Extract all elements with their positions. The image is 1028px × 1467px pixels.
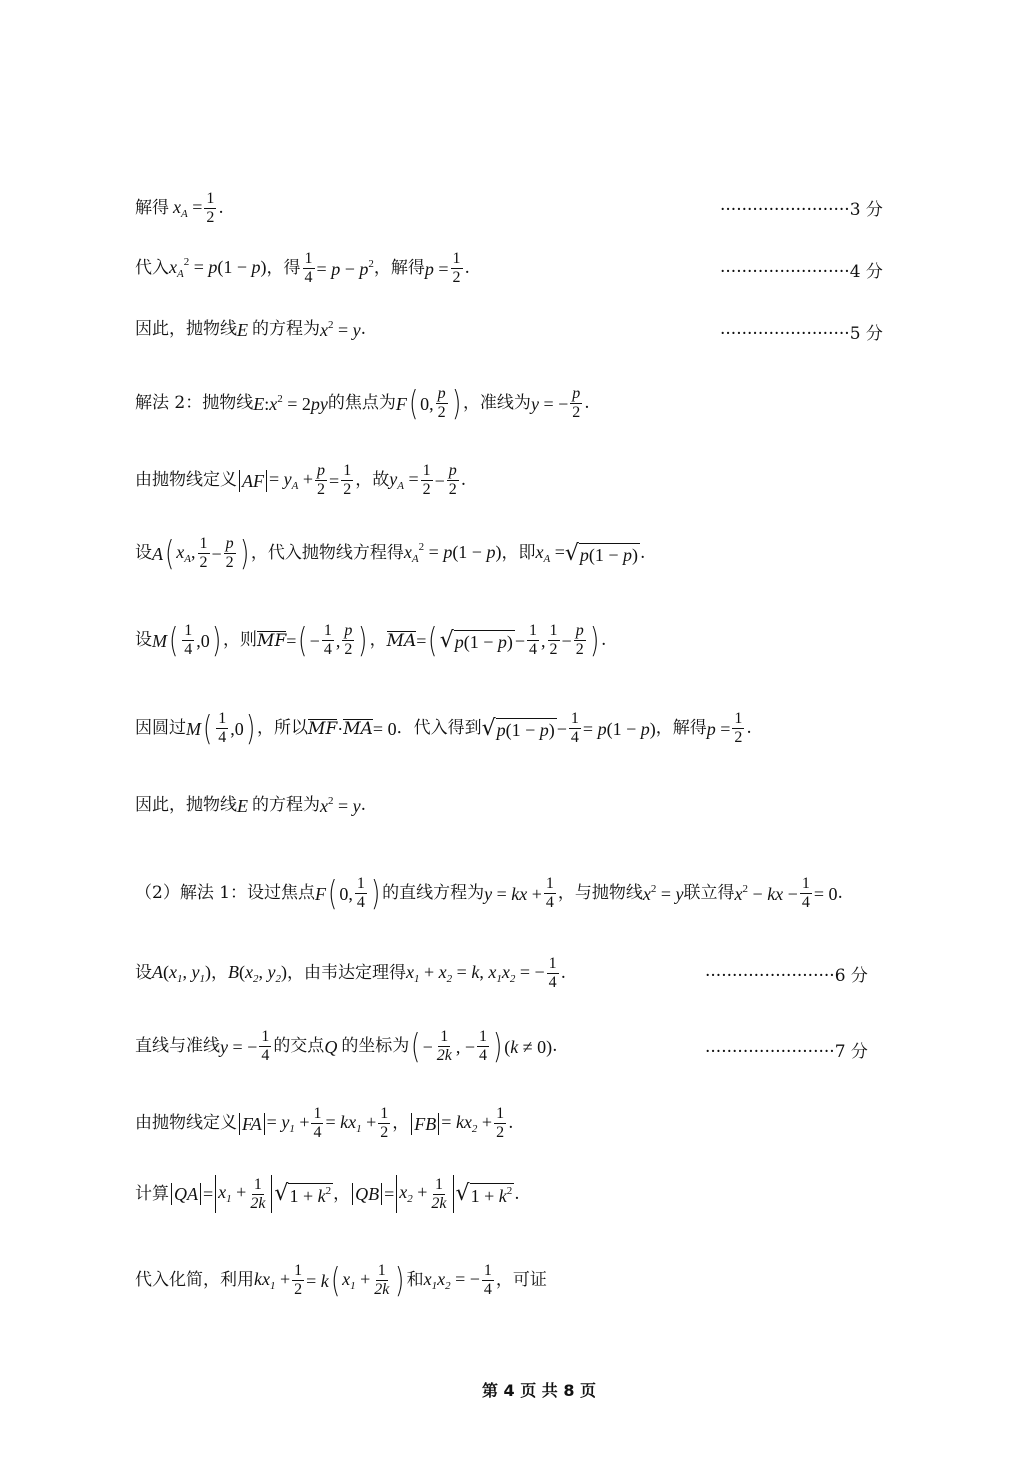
text: 代入 bbox=[135, 258, 169, 278]
formula: y = − bbox=[530, 393, 569, 414]
text: 的交点 bbox=[273, 1036, 325, 1056]
formula: = $p - p^2$ bbox=[316, 258, 374, 279]
fraction: $\frac{p}{2}$ bbox=[317, 462, 326, 498]
sqrt: √ p(1 − p) bbox=[564, 540, 639, 566]
fraction: $\frac{1}{2k}$ bbox=[431, 1175, 447, 1212]
period: . bbox=[600, 630, 607, 650]
text: ，准线为 bbox=[462, 393, 531, 413]
fraction: $\frac{1}{2}$ bbox=[452, 250, 461, 286]
formula: $x^2 = y$ bbox=[642, 883, 684, 904]
text: ，即 bbox=[501, 543, 536, 563]
fraction: $\frac{1}{2}$ bbox=[199, 535, 208, 571]
text: ，可证 bbox=[495, 1270, 547, 1290]
score-6: ························6 分 bbox=[705, 966, 868, 986]
fraction: $\frac{1}{2k}$ bbox=[250, 1175, 266, 1212]
fraction: $\frac{p}{2}$ bbox=[437, 385, 446, 421]
solution-line-12: 直线与准线 y = − $\frac{1}{4}$ 的交点 Q 的坐标为 ( − $\frac{1}{2k}$ , − $\frac{1}{4}$ ) (k ≠ 0) . bbox=[135, 1026, 558, 1067]
solution-line-1 bbox=[135, 190, 224, 227]
fraction: $\frac{1}{2}$ bbox=[734, 710, 743, 746]
fraction: $\frac{1}{4}$ bbox=[323, 622, 332, 658]
text: 的焦点为 bbox=[327, 393, 396, 413]
text: 因圆过 bbox=[135, 718, 186, 738]
formula: = k bbox=[306, 1270, 329, 1291]
text: 的方程为 bbox=[252, 319, 320, 339]
fraction: $\frac{1}{4}$ bbox=[184, 622, 193, 658]
fraction: $\frac{p}{2}$ bbox=[572, 385, 581, 421]
page-footer: 第 4 页 共 8 页 bbox=[481, 1381, 597, 1400]
solution-line-7: 设 M ( $\frac{1}{4}$ ,0 ) ，则 MF = ( − $\frac{1}{4}$ , $\frac{p}{2}$ ) ， MA = ( √ p(1 − p) − $\frac{1}{4}$ , $\frac{1}{2}$ − $\frac{p}{2}$ ) . bbox=[135, 620, 607, 661]
formula: $y_A$ = bbox=[389, 468, 419, 492]
period: . bbox=[218, 198, 224, 218]
text: ，由韦达定理得 bbox=[287, 963, 406, 983]
period: . bbox=[460, 470, 467, 490]
text: 解法 2：抛物线 bbox=[135, 393, 254, 413]
solution-line-4: 解法 2：抛物线 $E:x^2 = 2py$ 的焦点为 F ( 0, $\frac{p}{2}$ ) ，准线为 y = − $\frac{p}{2}$ . bbox=[135, 383, 590, 424]
fraction: $\frac{1}{4}$ bbox=[483, 1262, 492, 1298]
period: . bbox=[837, 883, 843, 903]
formula: $x_1$ + bbox=[342, 1268, 371, 1292]
fraction: $\frac{1}{4}$ bbox=[801, 875, 810, 911]
formula: $x_1$ + bbox=[218, 1182, 247, 1205]
fraction: $\frac{1}{4}$ bbox=[218, 710, 227, 746]
formula: (k ≠ 0) bbox=[504, 1036, 553, 1057]
score-4: ························4 分 bbox=[720, 262, 883, 282]
formula: FB bbox=[414, 1113, 437, 1134]
fraction: $\frac{1}{4}$ bbox=[304, 250, 313, 286]
text: ，代入抛物线方程得 bbox=[250, 543, 404, 563]
formula: F bbox=[315, 883, 327, 904]
period: . bbox=[508, 1113, 514, 1133]
period: . bbox=[360, 319, 367, 339]
formula: p = bbox=[424, 258, 449, 279]
formula: $x^2 = y$ bbox=[320, 319, 361, 340]
text: 的坐标为 bbox=[341, 1036, 410, 1056]
formula: F bbox=[395, 393, 407, 414]
formula: $x^2$ − kx − bbox=[734, 883, 798, 904]
fraction: $\frac{1}{2}$ bbox=[422, 462, 431, 498]
fraction: $\frac{1}{4}$ bbox=[545, 875, 554, 911]
vector-MA: MA bbox=[343, 719, 373, 739]
formula: QA bbox=[174, 1184, 198, 1204]
text: ，得 bbox=[266, 258, 301, 278]
period: . bbox=[552, 1036, 558, 1056]
text: 因此，抛物线 bbox=[135, 319, 237, 339]
fraction: $\frac{p}{2}$ bbox=[344, 622, 353, 658]
text: ，解得 bbox=[373, 258, 425, 278]
fraction: $\frac{1}{2k}$ bbox=[374, 1262, 390, 1298]
text: ，解得 bbox=[655, 718, 707, 738]
period: . bbox=[746, 718, 752, 738]
text: 的方程为 bbox=[252, 795, 320, 815]
text: 和 bbox=[406, 1270, 424, 1290]
solution-line-10: （2）解法 1：设过焦点 F ( 0, $\frac{1}{4}$ ) 的直线方程为 y = kx + $\frac{1}{4}$ ，与抛物线 $x^2 = y$ 联立得 $x^2$ − kx − $\frac{1}{4}$ = 0 . bbox=[135, 873, 843, 914]
solution-line-13 bbox=[135, 1105, 513, 1142]
formula: = p(1 − p) bbox=[582, 718, 656, 739]
formula: y = kx + bbox=[484, 883, 542, 904]
solution-line-15: 代入化简，利用 $kx_1$ + $\frac{1}{2}$ = k ( $x_1$ + $\frac{1}{2k}$ ) 和 $x_1x_2$ = − $\frac{1}{4}$ ，可证 bbox=[135, 1260, 547, 1301]
formula: = $kx_2$ + bbox=[441, 1111, 493, 1135]
solution-line-2 bbox=[135, 250, 470, 287]
solution-line-9 bbox=[135, 796, 366, 815]
fraction: $\frac{1}{2}$ bbox=[294, 1262, 303, 1298]
formula: Q bbox=[324, 1036, 338, 1057]
text: ，与抛物线 bbox=[557, 883, 643, 903]
vector-MA: MA bbox=[386, 631, 417, 651]
fraction: $\frac{1}{2}$ bbox=[549, 622, 558, 658]
period: . bbox=[640, 543, 646, 563]
fraction: $\frac{p}{2}$ bbox=[448, 462, 457, 498]
fraction: $\frac{1}{4}$ bbox=[548, 955, 557, 991]
text: 计算 bbox=[135, 1183, 169, 1204]
fraction: $\frac{1}{2k}$ bbox=[436, 1028, 452, 1064]
sqrt: √ $1 + k^2$ bbox=[455, 1181, 513, 1206]
fraction: $\frac{1}{2}$ bbox=[380, 1105, 389, 1141]
text: 直线与准线 bbox=[135, 1036, 220, 1056]
solution-line-14: 计算 QA = $x_1$ + $\frac{1}{2k}$ √ $1 + k^2$ ， QB = $x_2$ + $\frac{1}{2k}$ √ $1 + k^2$ . bbox=[135, 1175, 520, 1212]
formula: $x_A^2 = p(1 - p)$ bbox=[169, 256, 267, 280]
fraction: $\frac{p}{2}$ bbox=[225, 535, 234, 571]
text: 解得 bbox=[135, 198, 169, 218]
fraction: $\frac{1}{4}$ bbox=[313, 1105, 322, 1141]
formula: $kx_1$ + bbox=[254, 1268, 291, 1292]
formula: = $y_A$ + bbox=[269, 468, 314, 492]
text: ， bbox=[211, 963, 228, 983]
vector-MF: MF bbox=[308, 719, 338, 739]
text: 设 bbox=[135, 543, 152, 563]
text: 设 bbox=[135, 963, 152, 983]
formula: $E:x^2 = 2py$ bbox=[253, 393, 328, 414]
text: 的直线方程为 bbox=[382, 883, 485, 903]
text: ，故 bbox=[355, 470, 390, 490]
fraction: $\frac{1}{4}$ bbox=[529, 622, 538, 658]
text: ， bbox=[392, 1113, 410, 1133]
text: 联立得 bbox=[683, 883, 735, 903]
period: . bbox=[584, 393, 590, 413]
formula: $x^2 = y$ bbox=[320, 795, 361, 816]
text: 由抛物线定义 bbox=[135, 1113, 237, 1133]
text: ．代入得到 bbox=[396, 718, 482, 738]
formula: $x_A$ = bbox=[173, 196, 203, 220]
formula: y = − bbox=[220, 1036, 258, 1057]
formula: $A(x_1$, $y_1$) bbox=[152, 961, 211, 985]
score-5: ························5 分 bbox=[720, 324, 883, 344]
solution-line-3 bbox=[135, 320, 366, 339]
formula: p = bbox=[706, 718, 731, 739]
formula: = $y_1$ + bbox=[266, 1111, 310, 1135]
formula: $x_A^2 = p(1 - p)$ bbox=[403, 541, 502, 565]
score-7: ························7 分 bbox=[705, 1042, 868, 1062]
fraction: $\frac{1}{2}$ bbox=[343, 462, 352, 498]
text: 设 bbox=[135, 630, 152, 650]
sqrt: √ p(1 − p) bbox=[481, 715, 555, 741]
text: ， bbox=[333, 1183, 351, 1204]
text: 由抛物线定义 bbox=[135, 470, 237, 490]
text: （2）解法 1：设过焦点 bbox=[135, 883, 316, 903]
text: ， bbox=[369, 630, 387, 650]
formula: AF bbox=[242, 470, 264, 491]
fraction: $\frac{1}{2}$ bbox=[206, 190, 215, 226]
score-3: ························3 分 bbox=[720, 200, 883, 220]
formula: $x_1x_2$ = − bbox=[423, 1268, 480, 1292]
period: . bbox=[560, 963, 567, 983]
formula: E bbox=[237, 795, 248, 816]
sqrt: √ $1 + k^2$ bbox=[274, 1181, 332, 1206]
text: ，则 bbox=[223, 630, 258, 650]
sqrt: √ p(1 − p) bbox=[439, 627, 513, 653]
vector-MF: MF bbox=[257, 631, 287, 651]
period: . bbox=[514, 1183, 520, 1204]
formula: $x_A$ = bbox=[535, 541, 565, 565]
fraction: $\frac{1}{4}$ bbox=[356, 875, 365, 911]
solution-line-8: 因圆过 M ( $\frac{1}{4}$ ,0 ) ，所以 MF · MA = 0 ．代入得到 √ p(1 − p) − $\frac{1}{4}$ = p(1 − p) ，解得 p = $\frac{1}{2}$ . bbox=[135, 708, 752, 749]
text: 因此，抛物线 bbox=[135, 795, 237, 815]
period: . bbox=[360, 795, 367, 815]
formula: $B(x_2$, $y_2$) bbox=[228, 961, 287, 985]
formula: = $kx_1$ + bbox=[325, 1111, 377, 1135]
period: . bbox=[464, 258, 470, 278]
formula: M bbox=[186, 718, 201, 739]
formula: $x_1 + x_2 = k$, $x_1x_2$ = − bbox=[406, 961, 545, 985]
formula: $x_2$ + bbox=[399, 1182, 428, 1205]
solution-line-5: 由抛物线定义 AF = $y_A$ + $\frac{p}{2}$ = $\frac{1}{2}$ ，故 $y_A$ = $\frac{1}{2}$ − $\frac{p}{2}$ . bbox=[135, 462, 467, 498]
formula: A bbox=[152, 543, 163, 564]
fraction: $\frac{p}{2}$ bbox=[575, 622, 584, 658]
symbol-E: E bbox=[237, 319, 248, 340]
fraction: $\frac{1}{4}$ bbox=[261, 1028, 270, 1064]
solution-line-11 bbox=[135, 955, 566, 992]
solution-line-6: 设 A ( $x_A$, $\frac{1}{2}$ − $\frac{p}{2}$ ) ，代入抛物线方程得 $x_A^2 = p(1 - p)$ ，即 $x_A$ = √ p(1 − p) . bbox=[135, 533, 646, 574]
formula: QB bbox=[355, 1184, 380, 1204]
fraction: $\frac{1}{4}$ bbox=[570, 710, 579, 746]
formula: M bbox=[152, 630, 167, 651]
formula: FA bbox=[242, 1113, 262, 1134]
fraction: $\frac{1}{4}$ bbox=[479, 1028, 487, 1064]
fraction: $\frac{1}{2}$ bbox=[496, 1105, 505, 1141]
text: ，所以 bbox=[257, 718, 309, 738]
text: 代入化简，利用 bbox=[135, 1270, 254, 1290]
